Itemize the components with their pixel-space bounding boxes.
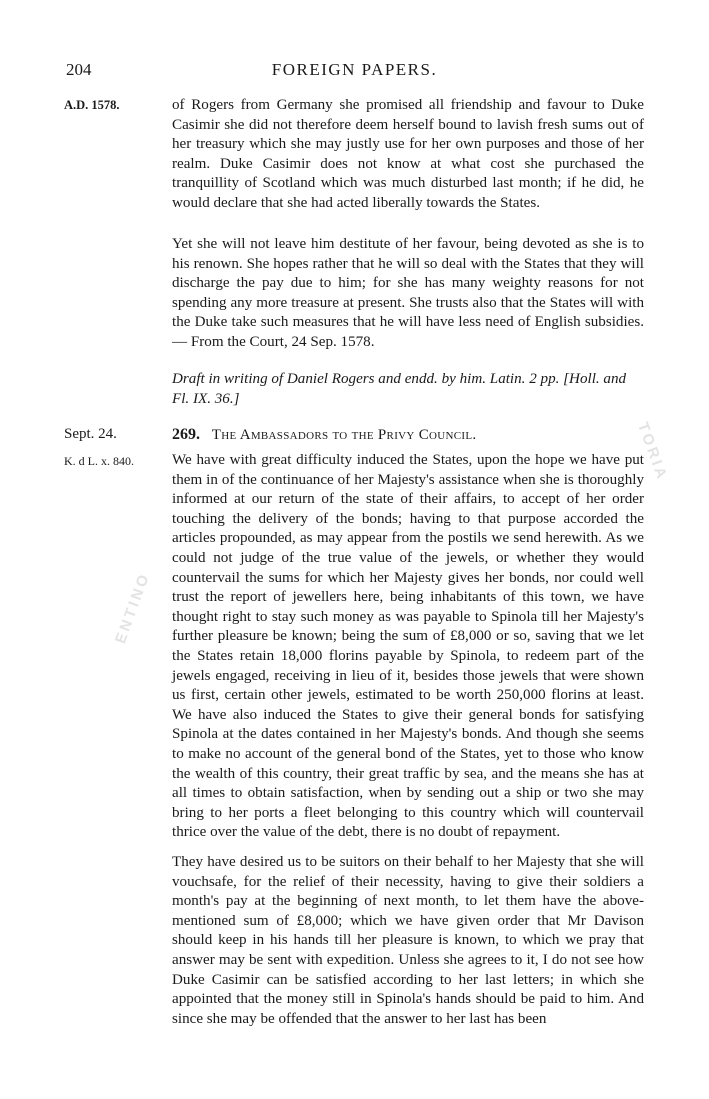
- entry-heading: [172, 426, 476, 444]
- entry-title: The Ambassadors to the Privy Council.: [211, 427, 477, 443]
- margin-date: Sept. 24.: [64, 426, 117, 442]
- watermark-right: TORIA: [634, 420, 672, 484]
- entry-paragraph-2: They have desired us to be suitors on their behalf to her Majesty that she will vouchsafe, for the relief of their necessity, having to give their soldiers a month's pay at the beginning of next month, to let them have the above-mentioned sum of £8,000; which we have given order that Mr Davison should keep in his hands till her pleasure is known, to which we pray that answer may be sent with expedition. Unless she agrees to it, I do not see how Duke Casimir can be satisfied according to her last letters; in which she appointed that the money still in Spinola's hands should be paid to him. And since she may be offended that the answer to her last has been: [172, 854, 644, 1027]
- entry-number: 269.: [172, 426, 200, 443]
- page-header: [0, 60, 709, 84]
- endorsement-note: Draft in writing of Daniel Rogers and endd. by him. Latin. 2 pp. [Holl. and Fl. IX. 36.]: [172, 371, 627, 407]
- entry-paragraph-1: We have with great difficulty induced the States, upon the hope we have put them in of the continuance of her Majesty's assistance when she is thoroughly informed at our return of the state of their affairs, to accept of her order touching the delivery of the bonds; having to that purpose accorded the articles propounded, as may appear from the postils we send herewith. As we could not judge of the true value of the jewels, or whether they would countervail the sums for which her Majesty gives her bonds, nor could well trust the report of jewellers here, being inhabitants of this town, we have thought right to stay such money as was payable to Spinola till her Majesty's further pleasure be known; being the sum of £8,000 or so, saving that we let the States retain 18,000 florins payable by Spinola, to redeem part of the jewels engaged, receiving in lieu of it, besides those jewels that were shown us first, certain other jewels, estimated to be worth 250,000 florins at least. We have also induced the States to give their general bonds for satisfying Spinola at the dates contained in her Majesty's bonds. And though she seems to make no account of the general bond of the States, yet to those who know the wealth of this country, their great traffic by sea, and the means she has at all times to obtain satisfaction, when by sending out a ship or two she may bring to her ports a fleet belonging to this country which will countervail thrice over the value of the debt, there is no doubt of repayment.: [172, 452, 644, 841]
- running-head: FOREIGN PAPERS.: [271, 60, 438, 79]
- margin-reference: K. d L. x. 840.: [64, 454, 134, 468]
- margin-year: A.D. 1578.: [64, 98, 120, 112]
- letter-paragraph-1: of Rogers from Germany she promised all friendship and favour to Duke Casimir she did not therefore deem herself bound to lavish fresh sums out of her treasury which she may justly use for her own purposes and those of her realm. Duke Casimir does not know at what cost she purchased the tranquillity of Scotland which was much disturbed last month; if he did, he would declare that she had acted liberally towards the States.: [172, 97, 644, 211]
- page-number: 204: [66, 60, 92, 79]
- letter-paragraph-2: Yet she will not leave him destitute of her favour, being devoted as she is to his renown. She hopes rather that he will so deal with the States that they will discharge the pay due to him; for she has many weighty reasons for not spending any more treasure at present. She trusts also that the States will with the Duke take such measures that he will have less need of English subsidies.— From the Court, 24 Sep. 1578.: [172, 236, 644, 350]
- watermark-left: ENTINO: [112, 569, 154, 646]
